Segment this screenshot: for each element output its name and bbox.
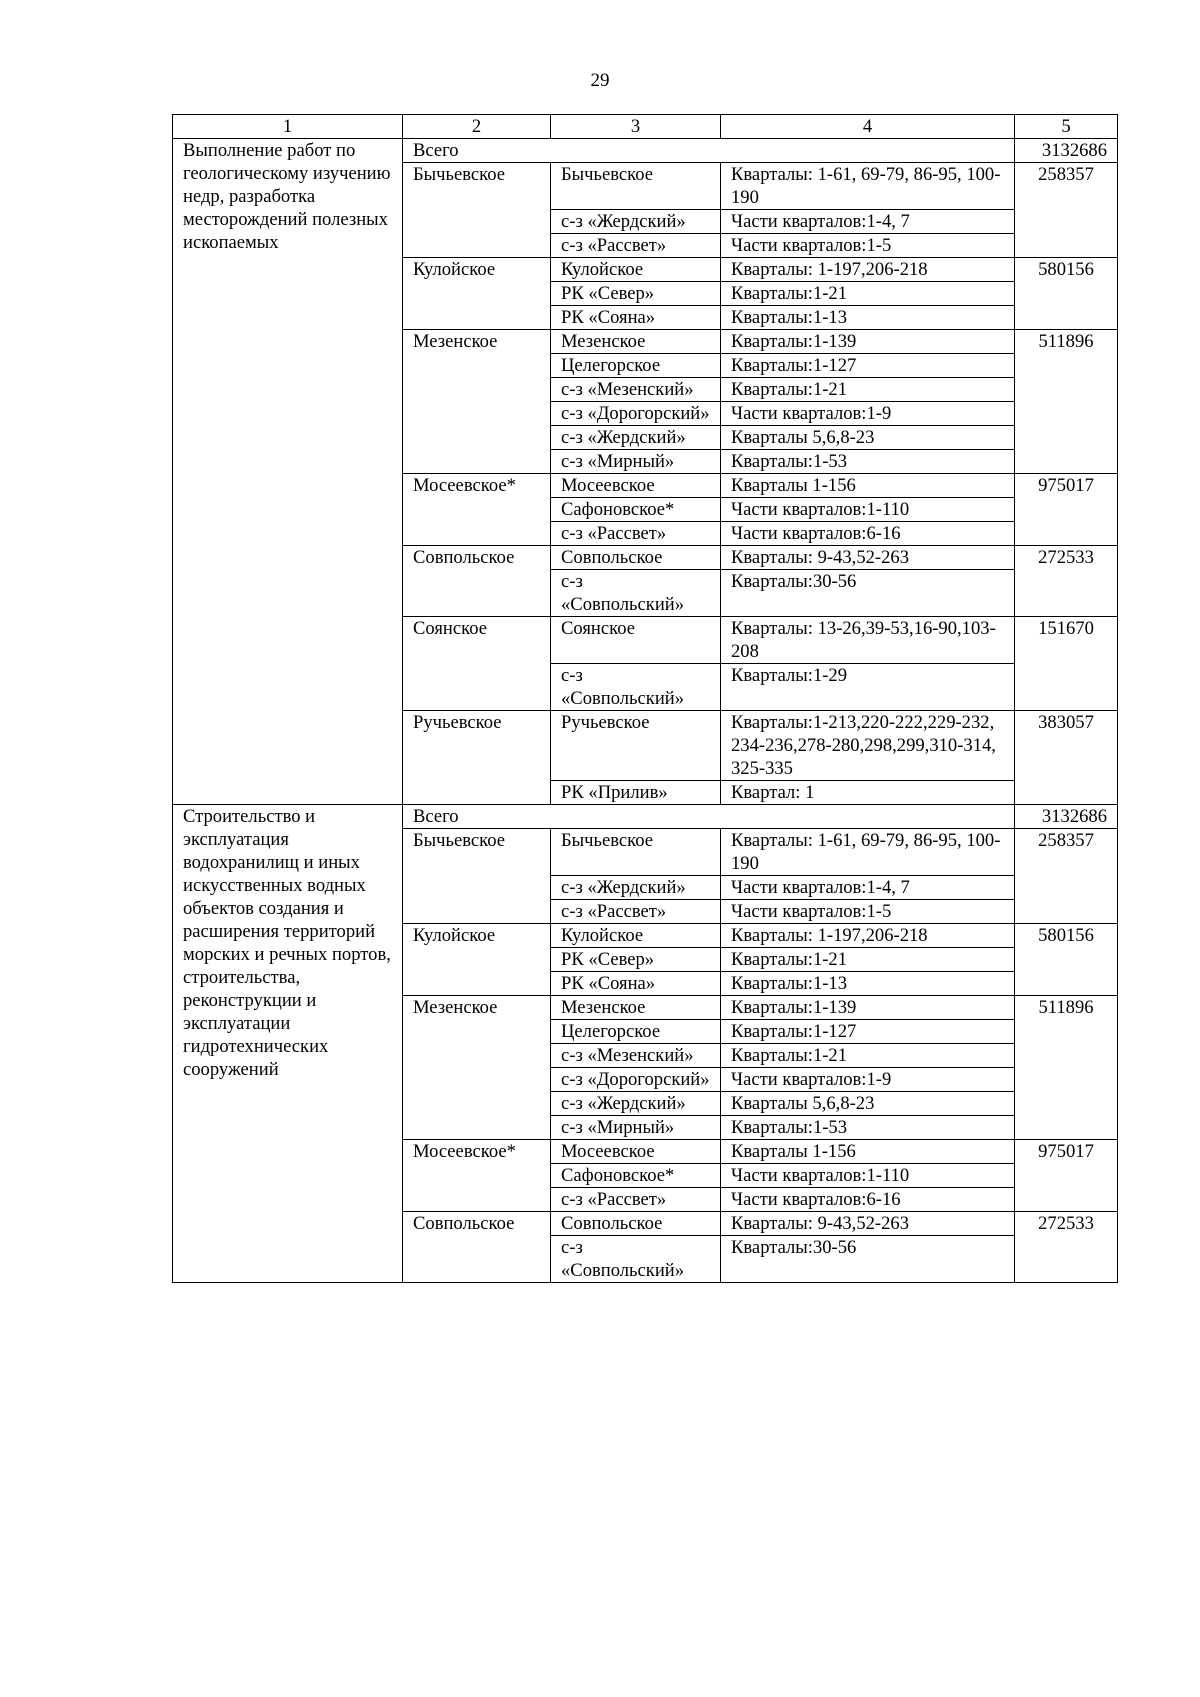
sub-forestry-cell: Мезенское — [551, 330, 721, 354]
total-label-cell: Всего — [403, 139, 1015, 163]
sub-forestry-cell: Кулойское — [551, 924, 721, 948]
quarters-cell: Кварталы:1-13 — [721, 306, 1015, 330]
header-cell: 5 — [1015, 115, 1118, 139]
header-cell: 3 — [551, 115, 721, 139]
sub-forestry-cell: с-з «Рассвет» — [551, 1188, 721, 1212]
forestry-name-cell: Бычьевское — [403, 829, 551, 924]
forestry-name-cell: Бычьевское — [403, 163, 551, 258]
quarters-cell: Кварталы: 13-26,39-53,16-90,103-208 — [721, 617, 1015, 664]
quarters-cell: Кварталы:1-29 — [721, 664, 1015, 711]
forestry-name-cell: Мезенское — [403, 330, 551, 474]
sub-forestry-cell: с-з «Мезенский» — [551, 378, 721, 402]
area-value-cell: 511896 — [1015, 996, 1118, 1140]
sub-forestry-cell: Бычьевское — [551, 829, 721, 876]
area-value-cell: 151670 — [1015, 617, 1118, 711]
sub-forestry-cell: РК «Сояна» — [551, 306, 721, 330]
quarters-cell: Кварталы: 1-197,206-218 — [721, 258, 1015, 282]
sub-forestry-cell: РК «Сояна» — [551, 972, 721, 996]
sub-forestry-cell: Кулойское — [551, 258, 721, 282]
sub-forestry-cell: Бычьевское — [551, 163, 721, 210]
quarters-cell: Части кварталов:1-110 — [721, 1164, 1015, 1188]
quarters-cell: Кварталы:1-139 — [721, 996, 1015, 1020]
quarters-cell: Квартал: 1 — [721, 781, 1015, 805]
area-value-cell: 975017 — [1015, 1140, 1118, 1212]
sub-forestry-cell: с-з «Жердский» — [551, 426, 721, 450]
quarters-cell: Части кварталов:1-4, 7 — [721, 210, 1015, 234]
sub-forestry-cell: с-з «Мезенский» — [551, 1044, 721, 1068]
section-title-cell: Выполнение работ по геологическому изучению недр, разработка месторождений полезных ископаемых — [173, 139, 403, 805]
area-value-cell: 580156 — [1015, 258, 1118, 330]
forestry-name-cell: Совпольское — [403, 546, 551, 617]
area-value-cell: 272533 — [1015, 1212, 1118, 1283]
quarters-cell: Кварталы: 1-197,206-218 — [721, 924, 1015, 948]
total-value-cell: 3132686 — [1015, 139, 1118, 163]
sub-forestry-cell: Соянское — [551, 617, 721, 664]
quarters-cell: Кварталы: 1-61, 69-79, 86-95, 100-190 — [721, 829, 1015, 876]
quarters-cell: Кварталы:1-21 — [721, 948, 1015, 972]
sub-forestry-cell: с-з «Мирный» — [551, 1116, 721, 1140]
section-total-row — [173, 139, 1118, 163]
sub-forestry-cell: с-з «Жердский» — [551, 876, 721, 900]
quarters-cell: Кварталы:1-139 — [721, 330, 1015, 354]
quarters-cell: Части кварталов:1-9 — [721, 402, 1015, 426]
sub-forestry-cell: РК «Север» — [551, 948, 721, 972]
sub-forestry-cell: с-з «Рассвет» — [551, 234, 721, 258]
sub-forestry-cell: Ручьевское — [551, 711, 721, 781]
quarters-cell: Кварталы:1-213,220-222,229-232, 234-236,278-280,298,299,310-314, 325-335 — [721, 711, 1015, 781]
quarters-cell: Части кварталов:1-4, 7 — [721, 876, 1015, 900]
sub-forestry-cell: с-з «Дорогорский» — [551, 402, 721, 426]
sub-forestry-cell: с-з «Совпольский» — [551, 570, 721, 617]
forestry-table — [172, 114, 1118, 1283]
quarters-cell: Кварталы 5,6,8-23 — [721, 426, 1015, 450]
area-value-cell: 580156 — [1015, 924, 1118, 996]
header-cell: 2 — [403, 115, 551, 139]
header-cell: 1 — [173, 115, 403, 139]
header-cell: 4 — [721, 115, 1015, 139]
sub-forestry-cell: с-з «Рассвет» — [551, 900, 721, 924]
quarters-cell: Кварталы:30-56 — [721, 570, 1015, 617]
quarters-cell: Кварталы:1-21 — [721, 282, 1015, 306]
sub-forestry-cell: Мосеевское — [551, 474, 721, 498]
sub-forestry-cell: Мосеевское — [551, 1140, 721, 1164]
area-value-cell: 258357 — [1015, 163, 1118, 258]
forestry-name-cell: Мосеевское* — [403, 1140, 551, 1212]
page-number: 29 — [590, 70, 610, 91]
quarters-cell: Части кварталов:6-16 — [721, 1188, 1015, 1212]
area-value-cell: 975017 — [1015, 474, 1118, 546]
quarters-cell: Кварталы:1-21 — [721, 378, 1015, 402]
area-value-cell: 511896 — [1015, 330, 1118, 474]
area-value-cell: 272533 — [1015, 546, 1118, 617]
quarters-cell: Части кварталов:1-5 — [721, 234, 1015, 258]
quarters-cell: Кварталы:1-127 — [721, 1020, 1015, 1044]
forestry-name-cell: Совпольское — [403, 1212, 551, 1283]
quarters-cell: Части кварталов:1-9 — [721, 1068, 1015, 1092]
sub-forestry-cell: с-з «Дорогорский» — [551, 1068, 721, 1092]
quarters-cell: Кварталы: 9-43,52-263 — [721, 1212, 1015, 1236]
sub-forestry-cell: РК «Прилив» — [551, 781, 721, 805]
sub-forestry-cell: с-з «Рассвет» — [551, 522, 721, 546]
quarters-cell: Кварталы 5,6,8-23 — [721, 1092, 1015, 1116]
sub-forestry-cell: с-з «Совпольский» — [551, 664, 721, 711]
total-label-cell: Всего — [403, 805, 1015, 829]
sub-forestry-cell: Совпольское — [551, 546, 721, 570]
sub-forestry-cell: Сафоновское* — [551, 498, 721, 522]
sub-forestry-cell: с-з «Жердский» — [551, 210, 721, 234]
sub-forestry-cell: с-з «Жердский» — [551, 1092, 721, 1116]
quarters-cell: Части кварталов:1-110 — [721, 498, 1015, 522]
total-value-cell: 3132686 — [1015, 805, 1118, 829]
quarters-cell: Кварталы:1-13 — [721, 972, 1015, 996]
quarters-cell: Кварталы: 1-61, 69-79, 86-95, 100-190 — [721, 163, 1015, 210]
quarters-cell: Кварталы: 9-43,52-263 — [721, 546, 1015, 570]
sub-forestry-cell: Мезенское — [551, 996, 721, 1020]
forestry-name-cell: Кулойское — [403, 924, 551, 996]
sub-forestry-cell: Целегорское — [551, 1020, 721, 1044]
quarters-cell: Кварталы:1-53 — [721, 450, 1015, 474]
area-value-cell: 383057 — [1015, 711, 1118, 805]
sub-forestry-cell: Целегорское — [551, 354, 721, 378]
quarters-cell: Кварталы:1-53 — [721, 1116, 1015, 1140]
forestry-name-cell: Ручьевское — [403, 711, 551, 805]
sub-forestry-cell: с-з «Мирный» — [551, 450, 721, 474]
area-value-cell: 258357 — [1015, 829, 1118, 924]
quarters-cell: Кварталы:30-56 — [721, 1236, 1015, 1283]
quarters-cell: Части кварталов:1-5 — [721, 900, 1015, 924]
section-title-cell: Строительство и эксплуатация водохранилищ и иных искусственных водных объектов создания и расширения территорий морских и речных портов, строительства, реконструкции и эксплуатации гидротехнических сооружений — [173, 805, 403, 1283]
quarters-cell: Кварталы 1-156 — [721, 474, 1015, 498]
quarters-cell: Кварталы 1-156 — [721, 1140, 1015, 1164]
quarters-cell: Кварталы:1-21 — [721, 1044, 1015, 1068]
section-total-row — [173, 805, 1118, 829]
table-header-row — [173, 115, 1118, 139]
quarters-cell: Части кварталов:6-16 — [721, 522, 1015, 546]
sub-forestry-cell: Сафоновское* — [551, 1164, 721, 1188]
quarters-cell: Кварталы:1-127 — [721, 354, 1015, 378]
sub-forestry-cell: РК «Север» — [551, 282, 721, 306]
forestry-name-cell: Мезенское — [403, 996, 551, 1140]
forestry-name-cell: Мосеевское* — [403, 474, 551, 546]
forestry-name-cell: Кулойское — [403, 258, 551, 330]
forestry-name-cell: Соянское — [403, 617, 551, 711]
sub-forestry-cell: Совпольское — [551, 1212, 721, 1236]
sub-forestry-cell: с-з «Совпольский» — [551, 1236, 721, 1283]
